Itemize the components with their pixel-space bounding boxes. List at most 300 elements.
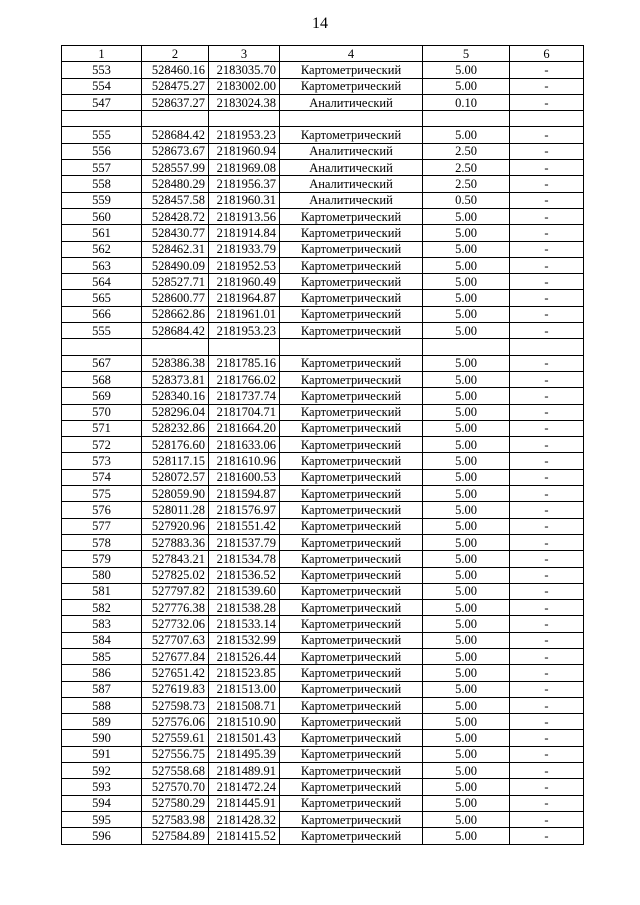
point-number-cell [62,111,142,127]
y-coordinate-cell: 2181534.78 [209,551,280,567]
note-cell [510,339,584,355]
table-row [62,94,584,110]
y-coordinate-cell: 2181785.16 [209,355,280,371]
x-coordinate-cell: 528428.72 [142,208,209,224]
table-row [62,779,584,795]
y-coordinate-cell: 2181953.23 [209,323,280,339]
accuracy-cell: 5.00 [423,62,510,78]
method-cell: Картометрический [280,486,423,502]
y-coordinate-cell: 2181415.52 [209,828,280,844]
note-cell: - [510,420,584,436]
point-number-cell [62,339,142,355]
table-row [62,274,584,290]
x-coordinate-cell: 528475.27 [142,78,209,94]
table-row [62,811,584,827]
accuracy-cell: 5.00 [423,371,510,387]
accuracy-cell [423,339,510,355]
point-number-cell: 560 [62,208,142,224]
y-coordinate-cell: 2181953.23 [209,127,280,143]
method-cell: Картометрический [280,632,423,648]
x-coordinate-cell: 527732.06 [142,616,209,632]
y-coordinate-cell: 2181969.08 [209,160,280,176]
note-cell: - [510,681,584,697]
table-row [62,534,584,550]
y-coordinate-cell: 2181510.90 [209,714,280,730]
method-cell: Картометрический [280,518,423,534]
x-coordinate-cell: 528684.42 [142,323,209,339]
method-cell: Картометрический [280,583,423,599]
point-number-cell: 570 [62,404,142,420]
table-row [62,388,584,404]
note-cell: - [510,632,584,648]
column-header: 3 [209,46,280,62]
y-coordinate-cell: 2181489.91 [209,763,280,779]
x-coordinate-cell: 528480.29 [142,176,209,192]
method-cell: Картометрический [280,323,423,339]
table-row [62,502,584,518]
x-coordinate-cell: 528457.58 [142,192,209,208]
point-number-cell: 564 [62,274,142,290]
point-number-cell: 566 [62,306,142,322]
table-row [62,600,584,616]
table-row [62,208,584,224]
y-coordinate-cell: 2181537.79 [209,534,280,550]
accuracy-cell: 5.00 [423,453,510,469]
method-cell: Картометрический [280,697,423,713]
x-coordinate-cell: 527619.83 [142,681,209,697]
table-header-row [62,46,584,62]
point-number-cell: 582 [62,600,142,616]
accuracy-cell: 5.00 [423,306,510,322]
y-coordinate-cell: 2181766.02 [209,371,280,387]
column-header: 5 [423,46,510,62]
table-body [62,62,584,844]
accuracy-cell: 5.00 [423,763,510,779]
x-coordinate-cell: 528460.16 [142,62,209,78]
point-number-cell: 587 [62,681,142,697]
x-coordinate-cell: 528637.27 [142,94,209,110]
note-cell: - [510,62,584,78]
note-cell: - [510,290,584,306]
x-coordinate-cell: 528600.77 [142,290,209,306]
method-cell: Картометрический [280,681,423,697]
table-row [62,420,584,436]
note-cell: - [510,437,584,453]
note-cell: - [510,502,584,518]
y-coordinate-cell [209,339,280,355]
x-coordinate-cell: 527707.63 [142,632,209,648]
table-row [62,404,584,420]
table-row [62,111,584,127]
point-number-cell: 576 [62,502,142,518]
x-coordinate-cell: 528176.60 [142,437,209,453]
y-coordinate-cell: 2181960.94 [209,143,280,159]
y-coordinate-cell: 2181737.74 [209,388,280,404]
y-coordinate-cell: 2181961.01 [209,306,280,322]
y-coordinate-cell: 2181536.52 [209,567,280,583]
table-row [62,828,584,844]
y-coordinate-cell: 2181428.32 [209,811,280,827]
table-row [62,714,584,730]
y-coordinate-cell: 2181960.31 [209,192,280,208]
method-cell: Картометрический [280,763,423,779]
point-number-cell: 547 [62,94,142,110]
point-number-cell: 553 [62,62,142,78]
y-coordinate-cell: 2181933.79 [209,241,280,257]
accuracy-cell: 5.00 [423,811,510,827]
note-cell: - [510,323,584,339]
method-cell: Картометрический [280,811,423,827]
column-header: 6 [510,46,584,62]
method-cell: Картометрический [280,469,423,485]
point-number-cell: 557 [62,160,142,176]
table-row [62,257,584,273]
table-row [62,567,584,583]
accuracy-cell: 5.00 [423,632,510,648]
table-row [62,127,584,143]
table-row [62,306,584,322]
point-number-cell: 595 [62,811,142,827]
method-cell: Аналитический [280,160,423,176]
accuracy-cell: 5.00 [423,551,510,567]
y-coordinate-cell: 2181495.39 [209,746,280,762]
y-coordinate-cell: 2181513.00 [209,681,280,697]
y-coordinate-cell: 2181610.96 [209,453,280,469]
x-coordinate-cell: 528232.86 [142,420,209,436]
accuracy-cell: 5.00 [423,208,510,224]
point-number-cell: 585 [62,648,142,664]
column-header: 1 [62,46,142,62]
point-number-cell: 575 [62,486,142,502]
column-header: 2 [142,46,209,62]
accuracy-cell: 5.00 [423,795,510,811]
method-cell: Картометрический [280,502,423,518]
note-cell: - [510,648,584,664]
method-cell: Картометрический [280,616,423,632]
point-number-cell: 561 [62,225,142,241]
y-coordinate-cell: 2181508.71 [209,697,280,713]
x-coordinate-cell: 528373.81 [142,371,209,387]
accuracy-cell: 5.00 [423,225,510,241]
table-row [62,62,584,78]
note-cell: - [510,371,584,387]
table-row [62,355,584,371]
method-cell: Аналитический [280,94,423,110]
method-cell [280,111,423,127]
accuracy-cell: 0.50 [423,192,510,208]
note-cell: - [510,518,584,534]
point-number-cell: 558 [62,176,142,192]
method-cell: Картометрический [280,534,423,550]
table-row [62,371,584,387]
method-cell: Картометрический [280,420,423,436]
accuracy-cell: 5.00 [423,437,510,453]
note-cell: - [510,127,584,143]
accuracy-cell: 2.50 [423,176,510,192]
method-cell: Картометрический [280,225,423,241]
y-coordinate-cell: 2181445.91 [209,795,280,811]
x-coordinate-cell: 527570.70 [142,779,209,795]
note-cell: - [510,78,584,94]
point-number-cell: 581 [62,583,142,599]
table-row [62,616,584,632]
y-coordinate-cell: 2181960.49 [209,274,280,290]
x-coordinate-cell: 528490.09 [142,257,209,273]
y-coordinate-cell: 2181576.97 [209,502,280,518]
point-number-cell: 583 [62,616,142,632]
note-cell: - [510,453,584,469]
method-cell: Аналитический [280,192,423,208]
point-number-cell: 567 [62,355,142,371]
accuracy-cell: 5.00 [423,486,510,502]
y-coordinate-cell: 2181526.44 [209,648,280,664]
note-cell: - [510,730,584,746]
point-number-cell: 577 [62,518,142,534]
table-row [62,339,584,355]
method-cell: Картометрический [280,453,423,469]
note-cell: - [510,600,584,616]
note-cell: - [510,779,584,795]
table-row [62,143,584,159]
method-cell: Картометрический [280,648,423,664]
point-number-cell: 554 [62,78,142,94]
x-coordinate-cell [142,339,209,355]
x-coordinate-cell: 527584.89 [142,828,209,844]
method-cell: Картометрический [280,274,423,290]
table-row [62,176,584,192]
x-coordinate-cell: 528072.57 [142,469,209,485]
point-number-cell: 580 [62,567,142,583]
method-cell: Картометрический [280,567,423,583]
accuracy-cell: 5.00 [423,681,510,697]
accuracy-cell: 5.00 [423,241,510,257]
y-coordinate-cell: 2181956.37 [209,176,280,192]
note-cell: - [510,192,584,208]
y-coordinate-cell: 2181532.99 [209,632,280,648]
point-number-cell: 591 [62,746,142,762]
y-coordinate-cell: 2181952.53 [209,257,280,273]
table-row [62,518,584,534]
y-coordinate-cell: 2181538.28 [209,600,280,616]
accuracy-cell: 5.00 [423,290,510,306]
note-cell: - [510,534,584,550]
point-number-cell: 573 [62,453,142,469]
table-row [62,665,584,681]
x-coordinate-cell: 527825.02 [142,567,209,583]
table-row [62,192,584,208]
method-cell: Картометрический [280,828,423,844]
method-cell: Картометрический [280,355,423,371]
x-coordinate-cell: 527677.84 [142,648,209,664]
accuracy-cell: 5.00 [423,648,510,664]
accuracy-cell: 5.00 [423,534,510,550]
note-cell: - [510,274,584,290]
point-number-cell: 593 [62,779,142,795]
y-coordinate-cell: 2183035.70 [209,62,280,78]
x-coordinate-cell: 527883.36 [142,534,209,550]
y-coordinate-cell: 2183002.00 [209,78,280,94]
point-number-cell: 572 [62,437,142,453]
table-row [62,241,584,257]
method-cell: Картометрический [280,306,423,322]
point-number-cell: 559 [62,192,142,208]
table-row [62,763,584,779]
accuracy-cell: 0.10 [423,94,510,110]
accuracy-cell: 2.50 [423,143,510,159]
x-coordinate-cell [142,111,209,127]
accuracy-cell: 5.00 [423,404,510,420]
method-cell: Картометрический [280,241,423,257]
method-cell: Картометрический [280,62,423,78]
note-cell: - [510,697,584,713]
x-coordinate-cell: 528684.42 [142,127,209,143]
note-cell: - [510,208,584,224]
method-cell: Картометрический [280,779,423,795]
point-number-cell: 562 [62,241,142,257]
x-coordinate-cell: 527580.29 [142,795,209,811]
point-number-cell: 586 [62,665,142,681]
note-cell: - [510,746,584,762]
accuracy-cell: 2.50 [423,160,510,176]
accuracy-cell: 5.00 [423,746,510,762]
y-coordinate-cell: 2181704.71 [209,404,280,420]
note-cell: - [510,665,584,681]
table-row [62,648,584,664]
table-row [62,697,584,713]
note-cell: - [510,567,584,583]
method-cell: Картометрический [280,551,423,567]
table-row [62,290,584,306]
note-cell: - [510,714,584,730]
point-number-cell: 568 [62,371,142,387]
note-cell: - [510,811,584,827]
point-number-cell: 578 [62,534,142,550]
note-cell: - [510,828,584,844]
accuracy-cell: 5.00 [423,257,510,273]
x-coordinate-cell: 528386.38 [142,355,209,371]
x-coordinate-cell: 527559.61 [142,730,209,746]
table-row [62,160,584,176]
accuracy-cell: 5.00 [423,420,510,436]
accuracy-cell: 5.00 [423,567,510,583]
method-cell: Аналитический [280,143,423,159]
accuracy-cell: 5.00 [423,274,510,290]
note-cell: - [510,306,584,322]
method-cell: Картометрический [280,290,423,306]
x-coordinate-cell: 527576.06 [142,714,209,730]
point-number-cell: 596 [62,828,142,844]
x-coordinate-cell: 528662.86 [142,306,209,322]
accuracy-cell: 5.00 [423,323,510,339]
point-number-cell: 555 [62,323,142,339]
column-header: 4 [280,46,423,62]
note-cell: - [510,94,584,110]
note-cell: - [510,616,584,632]
method-cell: Картометрический [280,600,423,616]
note-cell: - [510,143,584,159]
accuracy-cell: 5.00 [423,388,510,404]
table-row [62,437,584,453]
y-coordinate-cell: 2181964.87 [209,290,280,306]
accuracy-cell: 5.00 [423,665,510,681]
table-row [62,583,584,599]
x-coordinate-cell: 527558.68 [142,763,209,779]
note-cell [510,111,584,127]
method-cell: Картометрический [280,388,423,404]
table-row [62,486,584,502]
note-cell: - [510,583,584,599]
x-coordinate-cell: 527920.96 [142,518,209,534]
note-cell: - [510,795,584,811]
method-cell: Аналитический [280,176,423,192]
point-number-cell: 594 [62,795,142,811]
x-coordinate-cell: 527776.38 [142,600,209,616]
note-cell: - [510,486,584,502]
y-coordinate-cell: 2181472.24 [209,779,280,795]
note-cell: - [510,257,584,273]
accuracy-cell: 5.00 [423,779,510,795]
point-number-cell: 563 [62,257,142,273]
x-coordinate-cell: 527556.75 [142,746,209,762]
coordinates-table [61,45,584,845]
y-coordinate-cell: 2181539.60 [209,583,280,599]
accuracy-cell: 5.00 [423,828,510,844]
accuracy-cell: 5.00 [423,730,510,746]
point-number-cell: 556 [62,143,142,159]
x-coordinate-cell: 528340.16 [142,388,209,404]
method-cell: Картометрический [280,795,423,811]
x-coordinate-cell: 528430.77 [142,225,209,241]
method-cell: Картометрический [280,127,423,143]
note-cell: - [510,241,584,257]
y-coordinate-cell: 2181633.06 [209,437,280,453]
y-coordinate-cell: 2181600.53 [209,469,280,485]
table-row [62,632,584,648]
x-coordinate-cell: 528296.04 [142,404,209,420]
table-row [62,453,584,469]
accuracy-cell: 5.00 [423,714,510,730]
table-row [62,730,584,746]
method-cell: Картометрический [280,714,423,730]
accuracy-cell: 5.00 [423,469,510,485]
y-coordinate-cell: 2181501.43 [209,730,280,746]
y-coordinate-cell: 2181594.87 [209,486,280,502]
x-coordinate-cell: 528673.67 [142,143,209,159]
x-coordinate-cell: 528462.31 [142,241,209,257]
point-number-cell: 569 [62,388,142,404]
point-number-cell: 584 [62,632,142,648]
y-coordinate-cell [209,111,280,127]
point-number-cell: 589 [62,714,142,730]
x-coordinate-cell: 527583.98 [142,811,209,827]
accuracy-cell: 5.00 [423,127,510,143]
note-cell: - [510,160,584,176]
point-number-cell: 579 [62,551,142,567]
table-row [62,469,584,485]
accuracy-cell: 5.00 [423,78,510,94]
accuracy-cell: 5.00 [423,518,510,534]
x-coordinate-cell: 528059.90 [142,486,209,502]
note-cell: - [510,388,584,404]
method-cell: Картометрический [280,665,423,681]
table-row [62,795,584,811]
accuracy-cell: 5.00 [423,697,510,713]
method-cell: Картометрический [280,437,423,453]
x-coordinate-cell: 527797.82 [142,583,209,599]
y-coordinate-cell: 2181523.85 [209,665,280,681]
table-row [62,225,584,241]
point-number-cell: 571 [62,420,142,436]
